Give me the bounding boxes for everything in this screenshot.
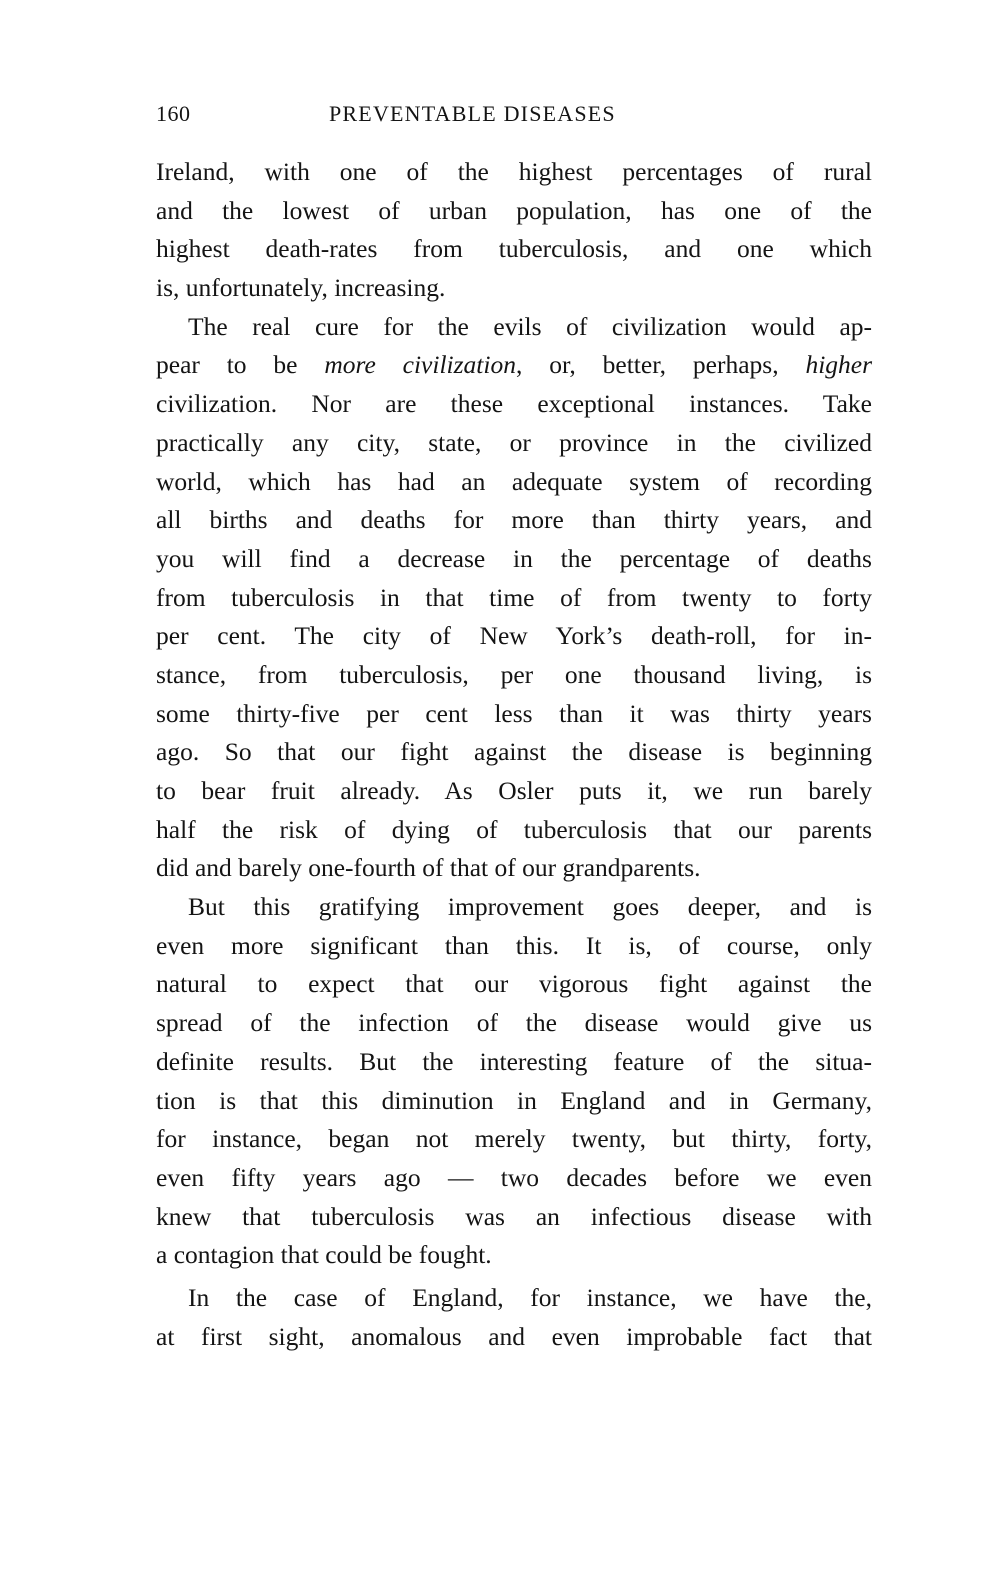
paragraph-4 bbox=[156, 1279, 872, 1356]
text-line: half the risk of dying of tuberculosis that our parents bbox=[156, 814, 872, 844]
text-line-with-italics bbox=[156, 346, 872, 385]
text-line: from tuberculosis in that time of from twenty to forty bbox=[156, 582, 872, 612]
text-line: is, unfortunately, increasing. bbox=[156, 273, 446, 303]
text-line: to bear fruit already. As Osler puts it, we run barely bbox=[156, 776, 872, 805]
text-line: world, which has had an adequate system of recording bbox=[156, 466, 872, 496]
text-span: pear to be bbox=[156, 350, 325, 380]
italic-phrase: higher bbox=[805, 350, 873, 380]
text-line: But this gratifying improvement goes deeper, and is bbox=[188, 892, 872, 922]
paragraph-1 bbox=[156, 153, 872, 308]
paragraph-3 bbox=[156, 888, 872, 1275]
text-line: a contagion that could be fought. bbox=[156, 1240, 492, 1270]
body-text bbox=[156, 153, 872, 1356]
paragraph-2 bbox=[156, 308, 872, 888]
text-line: even more significant than this. It is, of course, only bbox=[156, 930, 872, 960]
text-line: per cent. The city of New York’s death-roll, for in- bbox=[156, 621, 872, 651]
text-line: for instance, began not merely twenty, but thirty, forty, bbox=[156, 1124, 872, 1154]
text-line: The real cure for the evils of civilization would ap- bbox=[188, 311, 872, 341]
text-line: practically any city, state, or province in the civilized bbox=[156, 427, 872, 457]
text-line: Ireland, with one of the highest percentages of rural bbox=[156, 157, 872, 186]
text-line: tion is that this diminution in England and in Germany, bbox=[156, 1085, 872, 1115]
text-line: even fifty years ago — two decades before we even bbox=[156, 1162, 872, 1192]
italic-phrase: more civilization bbox=[324, 350, 516, 380]
text-line: all births and deaths for more than thirty years, and bbox=[156, 505, 872, 535]
running-title: PREVENTABLE DISEASES bbox=[329, 101, 616, 126]
text-line: spread of the infection of the disease would give us bbox=[156, 1008, 872, 1038]
running-head bbox=[156, 101, 876, 133]
text-line: and the lowest of urban population, has one of the bbox=[156, 195, 872, 225]
text-line: at first sight, anomalous and even improbable fact that bbox=[156, 1321, 872, 1351]
text-line: natural to expect that our vigorous fight against the bbox=[156, 969, 872, 999]
text-line: stance, from tuberculosis, per one thousand living, is bbox=[156, 659, 872, 689]
text-line: ago. So that our fight against the disease is beginning bbox=[156, 737, 872, 767]
page-number: 160 bbox=[156, 101, 191, 126]
text-line: definite results. But the interesting feature of the situa- bbox=[156, 1046, 872, 1076]
text-line: you will find a decrease in the percentage of deaths bbox=[156, 543, 872, 573]
text-span: , or, better, perhaps, bbox=[515, 350, 806, 380]
text-line: some thirty-five per cent less than it was thirty years bbox=[156, 698, 872, 728]
text-line: did and barely one-fourth of that of our grandparents. bbox=[156, 853, 701, 883]
text-line: knew that tuberculosis was an infectious disease with bbox=[156, 1201, 872, 1231]
text-line: civilization. Nor are these exceptional instances. Take bbox=[156, 389, 872, 419]
text-line: highest death-rates from tuberculosis, and one which bbox=[156, 234, 872, 264]
text-line: In the case of England, for instance, we have the, bbox=[188, 1282, 872, 1312]
